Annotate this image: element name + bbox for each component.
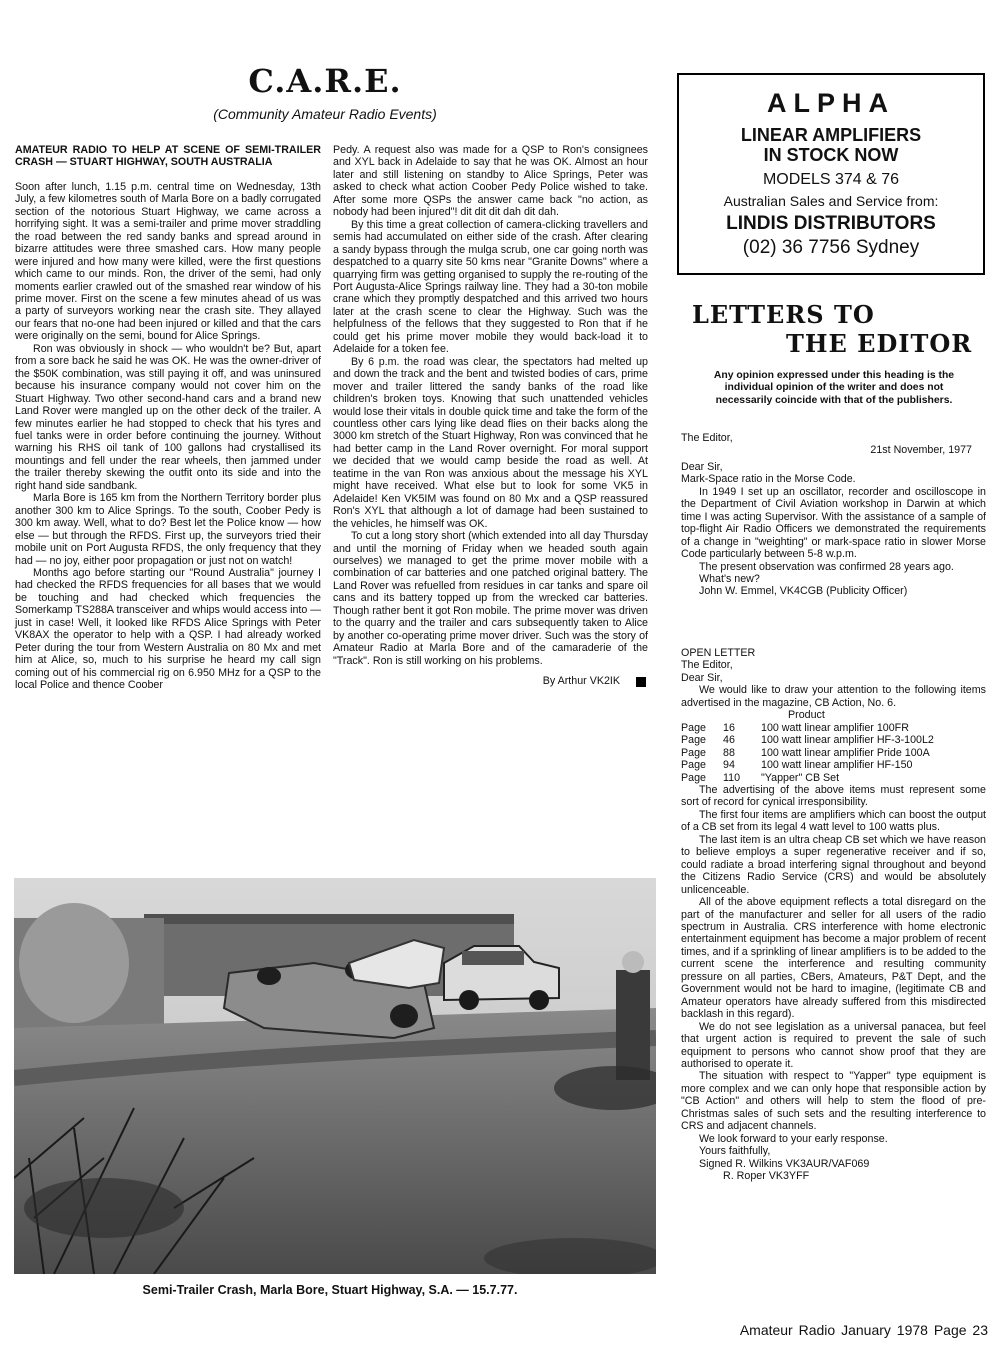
footer-magazine: Amateur Radio <box>739 1322 836 1338</box>
crash-photo-image <box>14 878 656 1274</box>
product-name: 100 watt linear amplifier HF-3-100L2 <box>761 734 934 747</box>
product-name: 100 watt linear amplifier Pride 100A <box>761 746 930 759</box>
letter-paragraph: In 1949 I set up an oscillator, recorder and oscilloscope in the Department of Civil Aviation workshop in Darwin at which time I was acting Supervisor. With the assistance of a sample of top-flight Air Radio Officers we demonstrated the requirements of a change in "weighting" or mark-space ratio in slower Morse Code particularly between 5-8 w.p.m. <box>681 485 986 561</box>
letter-paragraph: The first four items are amplifiers which can boost the output of a CB set from its legal 4 watt level to 100 watts plus. <box>681 808 986 834</box>
article-column-left <box>15 144 321 691</box>
letter-paragraph: The situation with respect to "Yapper" type equipment is more complex and we can only hope that responsible action by "CB Action" and others will help to stem the flood of pre-Christmas sales of such sets and the resulting interference to CRS and adjacent channels. <box>681 1070 986 1133</box>
letter-paragraph: All of the above equipment reflects a total disregard on the part of the manufacturer and seller for all users of the radio spectrum in Australia. CRS interference with home electronic entertainment equipment has become a major problem of recent times, and if a sprinkling of linear amplifiers is to be added to the current scene the interference and resulting community pressure on all parties, CBers, Amateurs, P&T Dept, and the Government would not be hard to imagine, (legitimate CB and Amateur operators have already suffered from this misdirected backlash in this regard). <box>681 896 986 1021</box>
page-label: Page <box>681 746 706 759</box>
page-label: Page <box>681 759 706 772</box>
letters-heading-line2: THE EDITOR <box>786 329 973 358</box>
page-number: 94 <box>723 759 735 772</box>
product-name: "Yapper" CB Set <box>761 771 840 784</box>
letter-addressee: The Editor, <box>681 432 733 444</box>
letter-paragraph: We do not see legislation as a universal panacea, but feel that urgent action is required to prevent the sale of such equipment to persons who cannot show proof that they are authorised to operate it. <box>681 1020 986 1070</box>
letter-morse <box>681 432 986 598</box>
page-label: Page <box>681 771 706 784</box>
article-paragraph: To cut a long story short (which extended into all day Thursday and until the morning of Friday when we headed south again ourselves) we managed to get the prime mover mobile with a combination of car batteries and one patched original battery. The Land Rover was refuelled from residues in car tanks and spare oil cans and its battery topped up from the wrecked car batteries. Though rather bent it got Ron mobile. The prime mover was driven to the quarry and the trailer and cars subsequently taken to Alice by another co-operating prime mover driver. Such was the story of Amateur Radio at Marla Bore and of the camaraderie of the "Track". Ron is still working on his problems. <box>333 530 648 667</box>
article-paragraph: By this time a great collection of camera-clicking travellers and semis had accumulated on either side of the crash. After clearing a sandy bypass through the mulga scrub, one car going north was despatched to a quarry site 50 kms near "Granite Downs" where a quarrying firm was getting organised to supply the re-routing of the Port Augusta-Alice Springs railway line. They had a 30-ton mobile crane which they promptly despatched and this arrived two hours later at the crash scene to clear the Highway. Such was the helpfulness of the fellows that they suggested to Ron that if he could get his prime mover mobile they would back-load it to Adelaide for a token fee. <box>333 218 648 356</box>
letter-salutation: Dear Sir, <box>681 460 723 473</box>
product-row <box>681 772 934 784</box>
article-column-middle <box>333 144 648 687</box>
letters-heading-line1: LETTERS TO <box>692 300 875 329</box>
ad-sales-line: Australian Sales and Service from: <box>723 193 939 209</box>
letter-addressee: The Editor, <box>681 659 733 672</box>
article-paragraph: Pedy. A request also was made for a QSP to Ron's consignees and XYL back in Adelaide to say that he was OK. Almost an hour later and still listening on standby to Alice Springs, Peter was asked to check what action Coober Pedy Police wished to take. After some more QSPs the answer came back "no action, as nobody had been injured"! dit dit dit dah dit dah. <box>333 144 648 219</box>
byline-text: By Arthur VK2IK <box>542 675 620 688</box>
letter-signature: R. Roper VK3YFF <box>723 1170 810 1183</box>
ad-stock: IN STOCK NOW <box>763 145 899 165</box>
product-row <box>681 734 934 746</box>
article-paragraph: Ron was obviously in shock — who wouldn't be? But, apart from a sore back he said he was OK. He was the owner-driver of the $50K combination, was still paying it off, and was uninsured because his insurance company would not cover him on the Stuart Highway. Two other second-hand cars and a brand new Land Rover were mangled up on the other deck of the trailer. A few minutes earlier he had stopped to check that his tyres and fuel tanks were in order before continuing the journey. Without warning his RHS oil tank of 100 gallons had crystallised its mountings and fell under the rear wheels, then jammed under the trailer thereby skewing the outfit onto its side and into the right hand side sandbank. <box>15 342 321 492</box>
article-paragraph: Marla Bore is 165 km from the Northern Territory border plus another 300 km to Alice Springs. To the south, Coober Pedy is 300 km away. Well, what to do? Best let the Police know — how else — but through the RFDS. First up, the surveyors tried their mobile unit on Port Augusta RFDS, the only frequency that they had — no joy, either poor propagation or just not on watch! <box>15 492 321 567</box>
ad-distributor: LINDIS DISTRIBUTORS <box>726 213 936 234</box>
page-number: 88 <box>723 746 735 759</box>
page-number: 110 <box>723 771 741 784</box>
article-subtitle: (Community Amateur Radio Events) <box>213 106 437 122</box>
letter-closing: Yours faithfully, <box>699 1145 771 1158</box>
open-letter-heading: OPEN LETTER <box>681 647 756 659</box>
ad-models: MODELS 374 & 76 <box>762 171 900 188</box>
letter-closing: What's new? <box>699 572 760 585</box>
end-mark-icon <box>636 677 646 687</box>
page-label: Page <box>681 721 706 734</box>
letter-salutation: Dear Sir, <box>681 671 723 684</box>
footer-issue: January 1978 <box>841 1322 928 1338</box>
ad-headline: LINEAR AMPLIFIERS <box>740 125 922 145</box>
ad-phone: (02) 36 7756 Sydney <box>742 237 920 258</box>
page-label: Page <box>681 734 706 747</box>
alpha-advertisement <box>677 73 985 275</box>
article-paragraph: By 6 p.m. the road was clear, the spectators had melted up and down the track and the bent and twisted bodies of cars, prime mover and trailer littered the sandy banks of the road like children's broken toys. Knowing that such unattended vehicles would lose their vitals in double quick time and take the form of the countless other cars lying like dead flies on their backs along the 3000 km stretch of the Stuart Highway, Ron was convinced that he had better camp in the Land Rover overnight. For moral support we decided that we would camp beside the road as well. At teatime in the van Ron was anxious about the message his XYL might have received. What else but to look for some VK5 in Adelaide! Ken VK5IM was found on 80 Mx and a QSP reassured Ron's XYL that although a lot of damage had been sustained to the vehicles, he himself was OK. <box>333 355 648 530</box>
product-column-header: Product <box>788 709 825 722</box>
letter-paragraph: We would like to draw your attention to the following items advertised in the magazine, CB Action, No. 6. <box>681 684 986 709</box>
byline <box>333 675 648 687</box>
product-row <box>681 759 934 771</box>
letter-paragraph: The last item is an ultra cheap CB set which we have reason to believe employs a super regenerative receiver and if so, could radiate a broad interfering signal throughout and beyond the Citizens Radio Service (CRS) and would be absolutely unlicenceable. <box>681 833 986 896</box>
article-paragraph: Months ago before starting our "Round Australia" journey I had checked the RFDS frequencies for all bases that we would be touching and had checked which frequencies the Somerkamp TS288A transceiver and whips would access into — just in case! Well, it looked like RFDS Alice Springs with Peter VK8AX the operator to help with a QSP. I had already worked Peter during the tour from Western Australia on 80 Mx and met him at Alice, so, much to his surprise he heard my call sign coming out of his commercial rig on 6.950 MHz for a QSP to the local Police and thence Coober <box>15 566 321 692</box>
letters-disclaimer: Any opinion expressed under this heading is the individual opinion of the writer and does not necessarily coincide with that of the publishers. <box>713 370 955 406</box>
product-list <box>681 722 934 784</box>
article-title: C.A.R.E. <box>248 62 402 100</box>
footer-page: Page 23 <box>933 1322 988 1338</box>
letter-signature: Signed R. Wilkins VK3AUR/VAF069 <box>699 1157 870 1170</box>
letter-open <box>681 647 986 1182</box>
article-paragraph: Soon after lunch, 1.15 p.m. central time on Wednesday, 13th July, a few kilometres south of Marla Bore on a badly corrugated section of the notorious Stuart Highway, we came across a horrifying sight. It was a semi-trailer and prime mover straddling the road between the red sandy banks and spread around in bizarre attitudes were three smashed cars. How many people were injured and how many were killed, were the first questions which came to our minds. Ron, the driver of the semi, had only moments earlier crawled out of the smashed rear window of his prime mover. First on the scene a few minutes ahead of us was a party of surveyors working near the crash site. They allayed our fears that no-one had been injured or killed and that the cars were originally on the semi, bound for Alice Springs. <box>15 180 321 343</box>
ad-brand: ALPHA <box>767 88 895 118</box>
product-name: 100 watt linear amplifier 100FR <box>761 721 909 734</box>
product-row <box>681 747 934 759</box>
page-number: 16 <box>723 721 735 734</box>
letter-paragraph: The advertising of the above items must represent some sort of record for cynical irresponsibility. <box>681 783 986 809</box>
crash-photo <box>14 878 656 1274</box>
photo-caption: Semi-Trailer Crash, Marla Bore, Stuart Highway, S.A. — 15.7.77. <box>142 1283 518 1297</box>
page-footer <box>670 1322 988 1338</box>
letter-paragraph: We look forward to your early response. <box>699 1132 888 1145</box>
letter-paragraph: The present observation was confirmed 28 years ago. <box>699 560 954 573</box>
letter-signature: John W. Emmel, VK4CGB (Publicity Officer) <box>699 585 908 598</box>
product-name: 100 watt linear amplifier HF-150 <box>761 759 913 772</box>
article-headline: AMATEUR RADIO TO HELP AT SCENE OF SEMI-TRAILER CRASH — STUART HIGHWAY, SOUTH AUSTRALIA <box>15 144 321 169</box>
letter-date: 21st November, 1977 <box>870 444 972 457</box>
letter-subject: Mark-Space ratio in the Morse Code. <box>681 473 856 486</box>
page-number: 46 <box>723 734 735 747</box>
product-row <box>681 722 934 734</box>
